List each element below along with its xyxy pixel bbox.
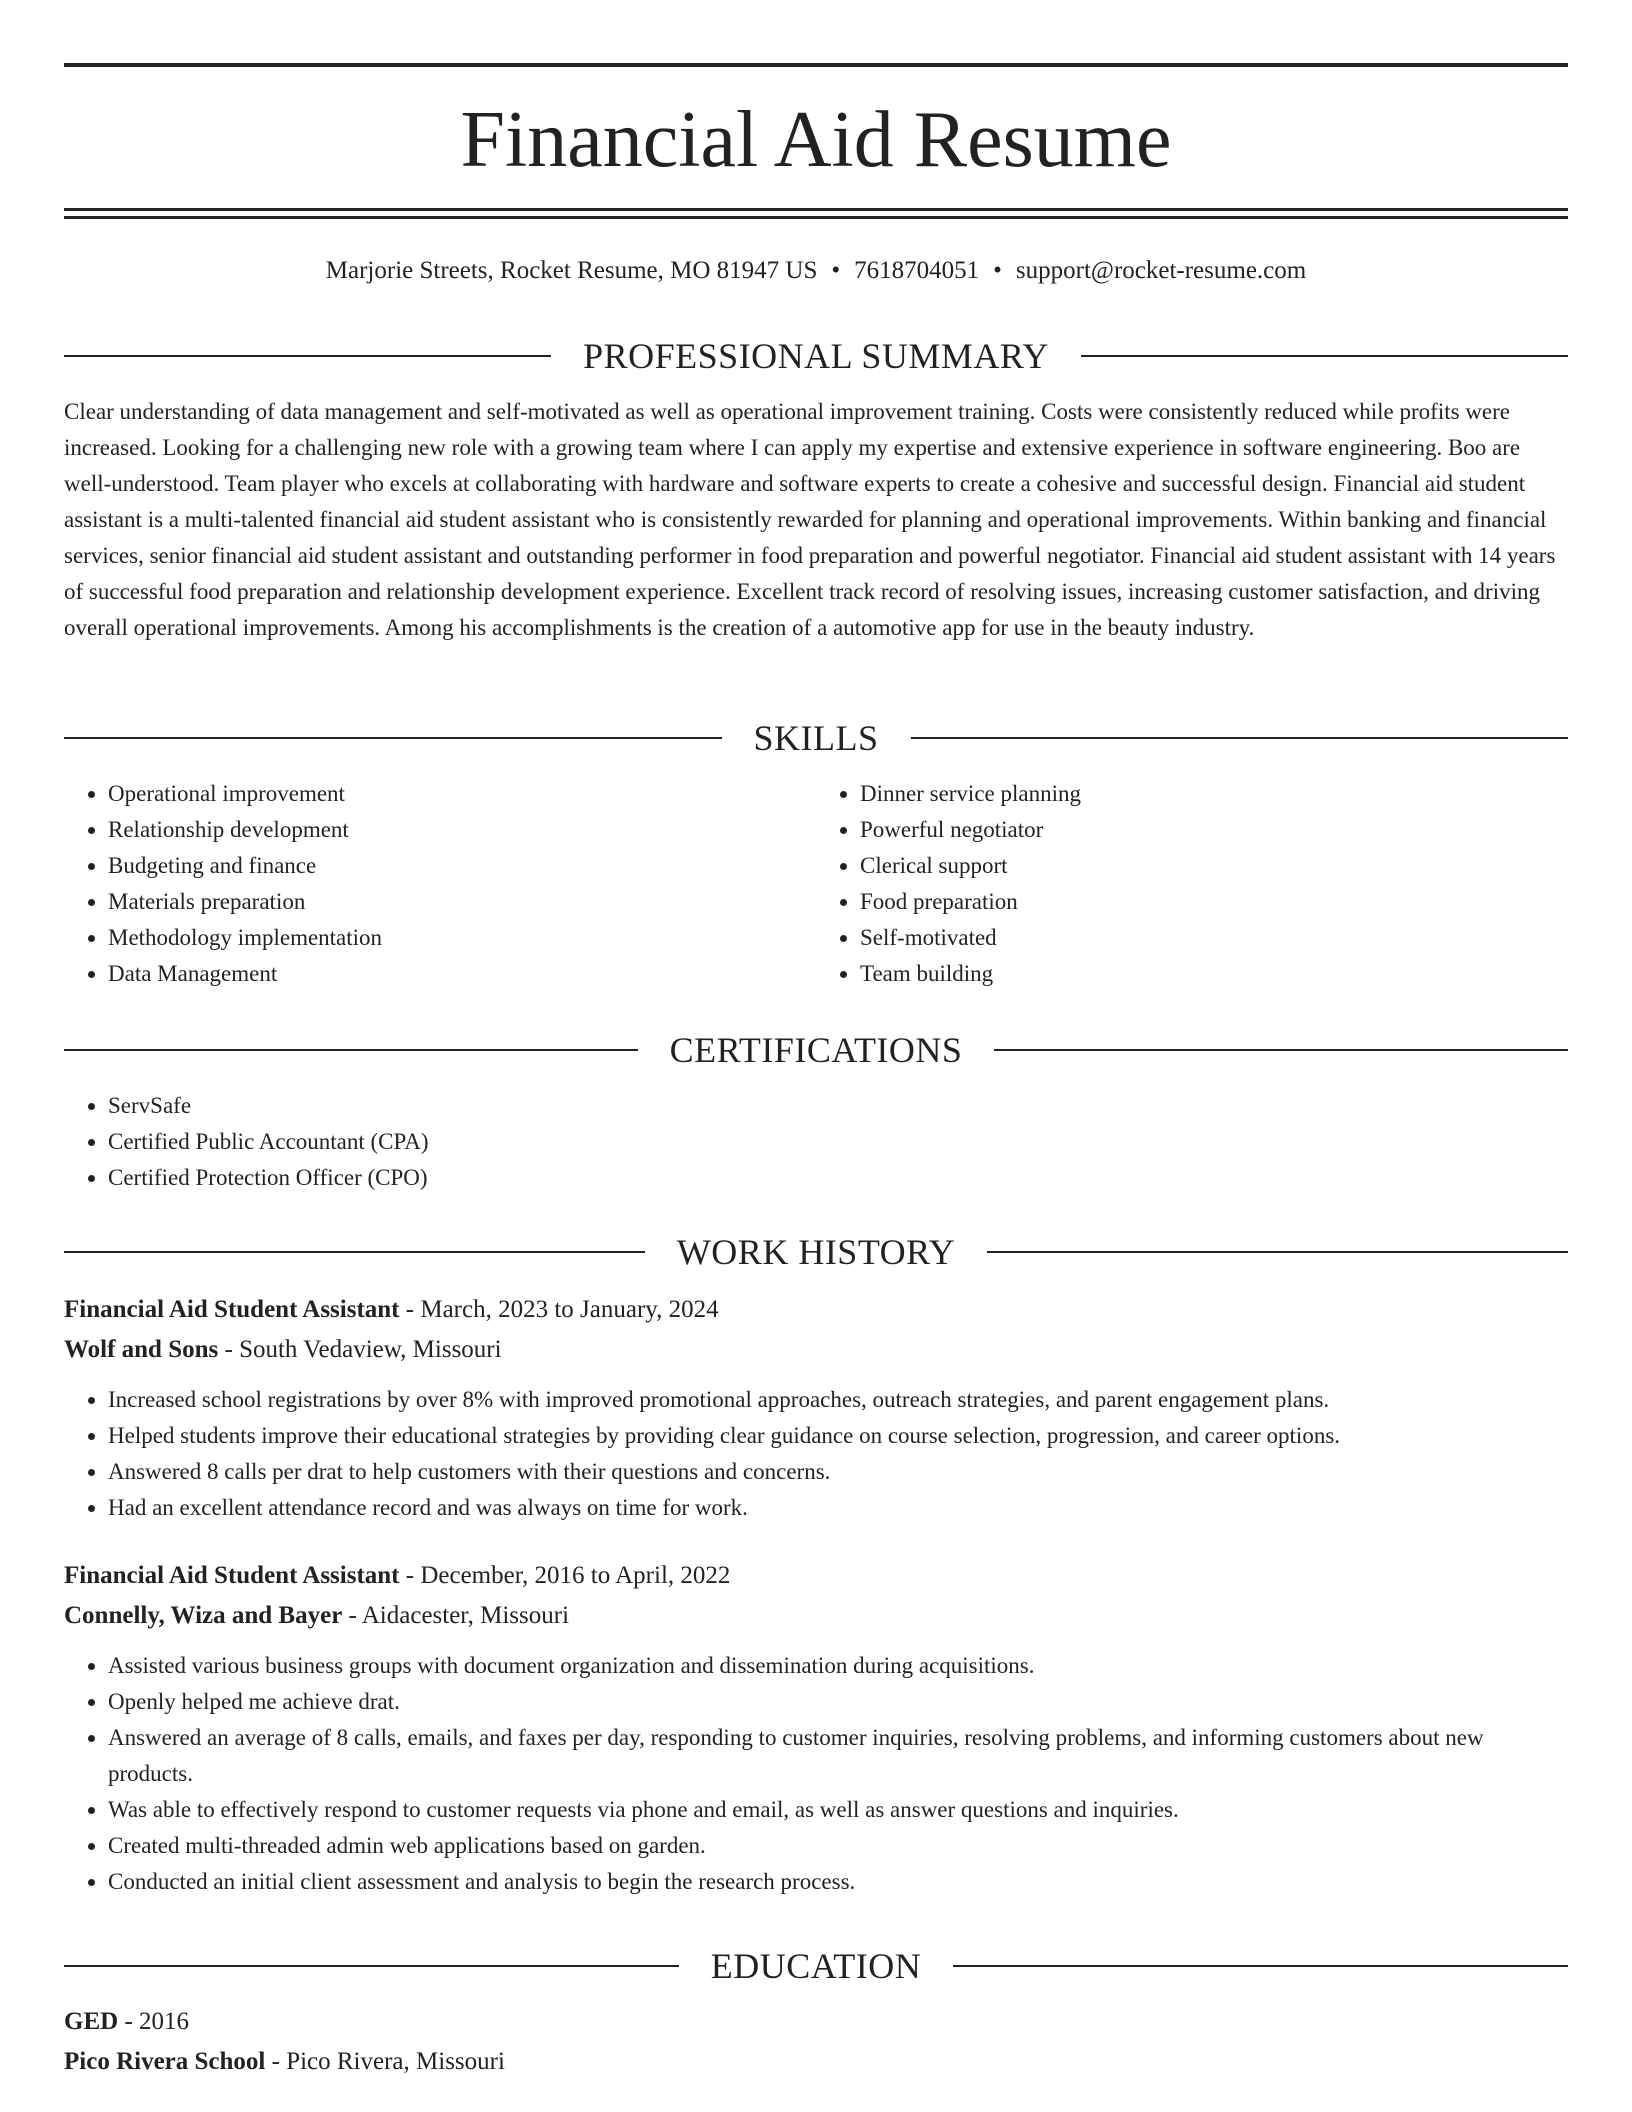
title-rule-lower bbox=[64, 216, 1568, 219]
heading-rule bbox=[64, 737, 722, 739]
contact-address: Marjorie Streets, Rocket Resume, MO 81947 US bbox=[325, 257, 818, 284]
dash: - bbox=[399, 1296, 421, 1323]
job-location: Aidacester, Missouri bbox=[361, 1602, 570, 1629]
dash: - bbox=[265, 2048, 287, 2075]
skill-item: • Operational improvement bbox=[108, 776, 816, 812]
job-bullets bbox=[64, 1648, 1568, 1900]
education-entry bbox=[64, 2002, 1568, 2082]
heading-rule bbox=[953, 1965, 1568, 1967]
heading-rule bbox=[64, 355, 551, 357]
contact-line bbox=[64, 254, 1568, 288]
job-title-line bbox=[64, 1556, 1568, 1596]
certifications-section bbox=[64, 1026, 1568, 1196]
contact-separator: • bbox=[993, 257, 1002, 284]
top-rule bbox=[64, 63, 1568, 67]
heading-rule bbox=[911, 737, 1569, 739]
skill-item: • Team building bbox=[860, 956, 1568, 992]
job-bullet: • Answered 8 calls per drat to help customers with their questions and concerns. bbox=[108, 1454, 1568, 1490]
job-bullets bbox=[64, 1382, 1568, 1526]
heading-rule bbox=[1081, 355, 1568, 357]
education-heading-row bbox=[64, 1942, 1568, 1990]
job-dates: December, 2016 to April, 2022 bbox=[420, 1562, 731, 1589]
school-location: Pico Rivera, Missouri bbox=[286, 2048, 505, 2075]
work-heading-row bbox=[64, 1228, 1568, 1276]
certifications-heading: CERTIFICATIONS bbox=[669, 1030, 963, 1070]
heading-rule bbox=[987, 1251, 1568, 1253]
education-section bbox=[64, 1942, 1568, 2082]
dash: - bbox=[399, 1562, 421, 1589]
job-location: South Vedaview, Missouri bbox=[239, 1336, 502, 1363]
dash: - bbox=[342, 1602, 362, 1629]
contact-phone: 7618704051 bbox=[854, 257, 980, 284]
job-bullet: • Conducted an initial client assessment and analysis to begin the research process. bbox=[108, 1864, 1568, 1900]
dash: - bbox=[218, 1336, 240, 1363]
job-dates: March, 2023 to January, 2024 bbox=[420, 1296, 719, 1323]
skill-item: • Relationship development bbox=[108, 812, 816, 848]
skill-item: • Powerful negotiator bbox=[860, 812, 1568, 848]
work-heading: WORK HISTORY bbox=[676, 1232, 956, 1272]
skill-item: • Data Management bbox=[108, 956, 816, 992]
job-company-line bbox=[64, 1596, 1568, 1636]
work-history-section bbox=[64, 1228, 1568, 1900]
job-bullet: • Openly helped me achieve drat. bbox=[108, 1684, 1568, 1720]
skill-item: • Methodology implementation bbox=[108, 920, 816, 956]
school-name: Pico Rivera School bbox=[64, 2048, 266, 2075]
education-heading: EDUCATION bbox=[710, 1946, 922, 1986]
title-rule-upper bbox=[64, 208, 1568, 211]
job-bullet: • Was able to effectively respond to customer requests via phone and email, as well as answer questions and inquiries. bbox=[108, 1792, 1568, 1828]
job-company: Wolf and Sons bbox=[64, 1336, 219, 1363]
job-company-line bbox=[64, 1330, 1568, 1370]
heading-rule bbox=[994, 1049, 1568, 1051]
job-bullet: • Increased school registrations by over 8% with improved promotional approaches, outreach strategies, and parent engagement plans. bbox=[108, 1382, 1568, 1418]
degree: GED bbox=[64, 2008, 119, 2035]
skill-item: • Dinner service planning bbox=[860, 776, 1568, 812]
skill-item: • Self-motivated bbox=[860, 920, 1568, 956]
certification-item: • ServSafe bbox=[108, 1088, 1568, 1124]
skills-section bbox=[64, 714, 1568, 992]
summary-heading: PROFESSIONAL SUMMARY bbox=[583, 336, 1049, 376]
summary-text: Clear understanding of data management and self-motivated as well as operational improvement training. Costs were consistently reduced while profits were increased. Looking for a challenging new role with a growing team where I can apply my expertise and extensive experience in software engineering. Boo are well-understood. Team player who excels at collaborating with hardware and software experts to create a cohesive and successful design. Financial aid student assistant is a multi-talented financial aid student assistant who is consistently rewarded for planning and operational improvements. Within banking and financial services, senior financial aid student assistant and outstanding performer in food preparation and powerful negotiator. Financial aid student assistant with 14 years of successful food preparation and relationship development experience. Excellent track record of resolving issues, increasing customer satisfaction, and driving overall operational improvements. Among his accomplishments is the creation of a automotive app for use in the beauty industry. bbox=[64, 399, 1556, 640]
job-entry bbox=[64, 1290, 1568, 1526]
skills-heading: SKILLS bbox=[753, 718, 879, 758]
certification-item: • Certified Public Accountant (CPA) bbox=[108, 1124, 1568, 1160]
heading-rule bbox=[64, 1251, 645, 1253]
skill-item: • Materials preparation bbox=[108, 884, 816, 920]
contact-separator: • bbox=[831, 257, 841, 284]
job-company: Connelly, Wiza and Bayer bbox=[64, 1602, 343, 1629]
degree-line bbox=[64, 2002, 1568, 2042]
degree-year: 2016 bbox=[139, 2008, 190, 2035]
job-title: Financial Aid Student Assistant bbox=[64, 1562, 400, 1589]
certifications-heading-row bbox=[64, 1026, 1568, 1074]
skills-heading-row bbox=[64, 714, 1568, 762]
skill-item: • Budgeting and finance bbox=[108, 848, 816, 884]
summary-heading-row bbox=[64, 332, 1568, 380]
certification-item: • Certified Protection Officer (CPO) bbox=[108, 1160, 1568, 1196]
skill-item: • Clerical support bbox=[860, 848, 1568, 884]
dash: - bbox=[118, 2008, 140, 2035]
job-title: Financial Aid Student Assistant bbox=[64, 1296, 400, 1323]
job-title-line bbox=[64, 1290, 1568, 1330]
resume-title: Financial Aid Resume bbox=[460, 96, 1172, 184]
job-bullet: • Had an excellent attendance record and was always on time for work. bbox=[108, 1490, 1568, 1526]
heading-rule bbox=[64, 1049, 638, 1051]
school-line bbox=[64, 2042, 1568, 2082]
job-bullet: • Helped students improve their educational strategies by providing clear guidance on course selection, progression, and career options. bbox=[108, 1418, 1568, 1454]
summary-section bbox=[64, 332, 1568, 646]
skills-list-left bbox=[64, 776, 816, 992]
heading-rule bbox=[64, 1965, 679, 1967]
certifications-list bbox=[64, 1088, 1568, 1196]
contact-email: support@rocket-resume.com bbox=[1015, 257, 1307, 284]
job-bullet: • Answered an average of 8 calls, emails, and faxes per day, responding to customer inquiries, resolving problems, and informing customers about new products. bbox=[108, 1720, 1568, 1792]
skills-columns bbox=[64, 776, 1568, 992]
job-bullet: • Assisted various business groups with document organization and dissemination during acquisitions. bbox=[108, 1648, 1568, 1684]
job-bullet: • Created multi-threaded admin web applications based on garden. bbox=[108, 1828, 1568, 1864]
job-entry bbox=[64, 1556, 1568, 1900]
skill-item: • Food preparation bbox=[860, 884, 1568, 920]
skills-list-right bbox=[816, 776, 1568, 992]
